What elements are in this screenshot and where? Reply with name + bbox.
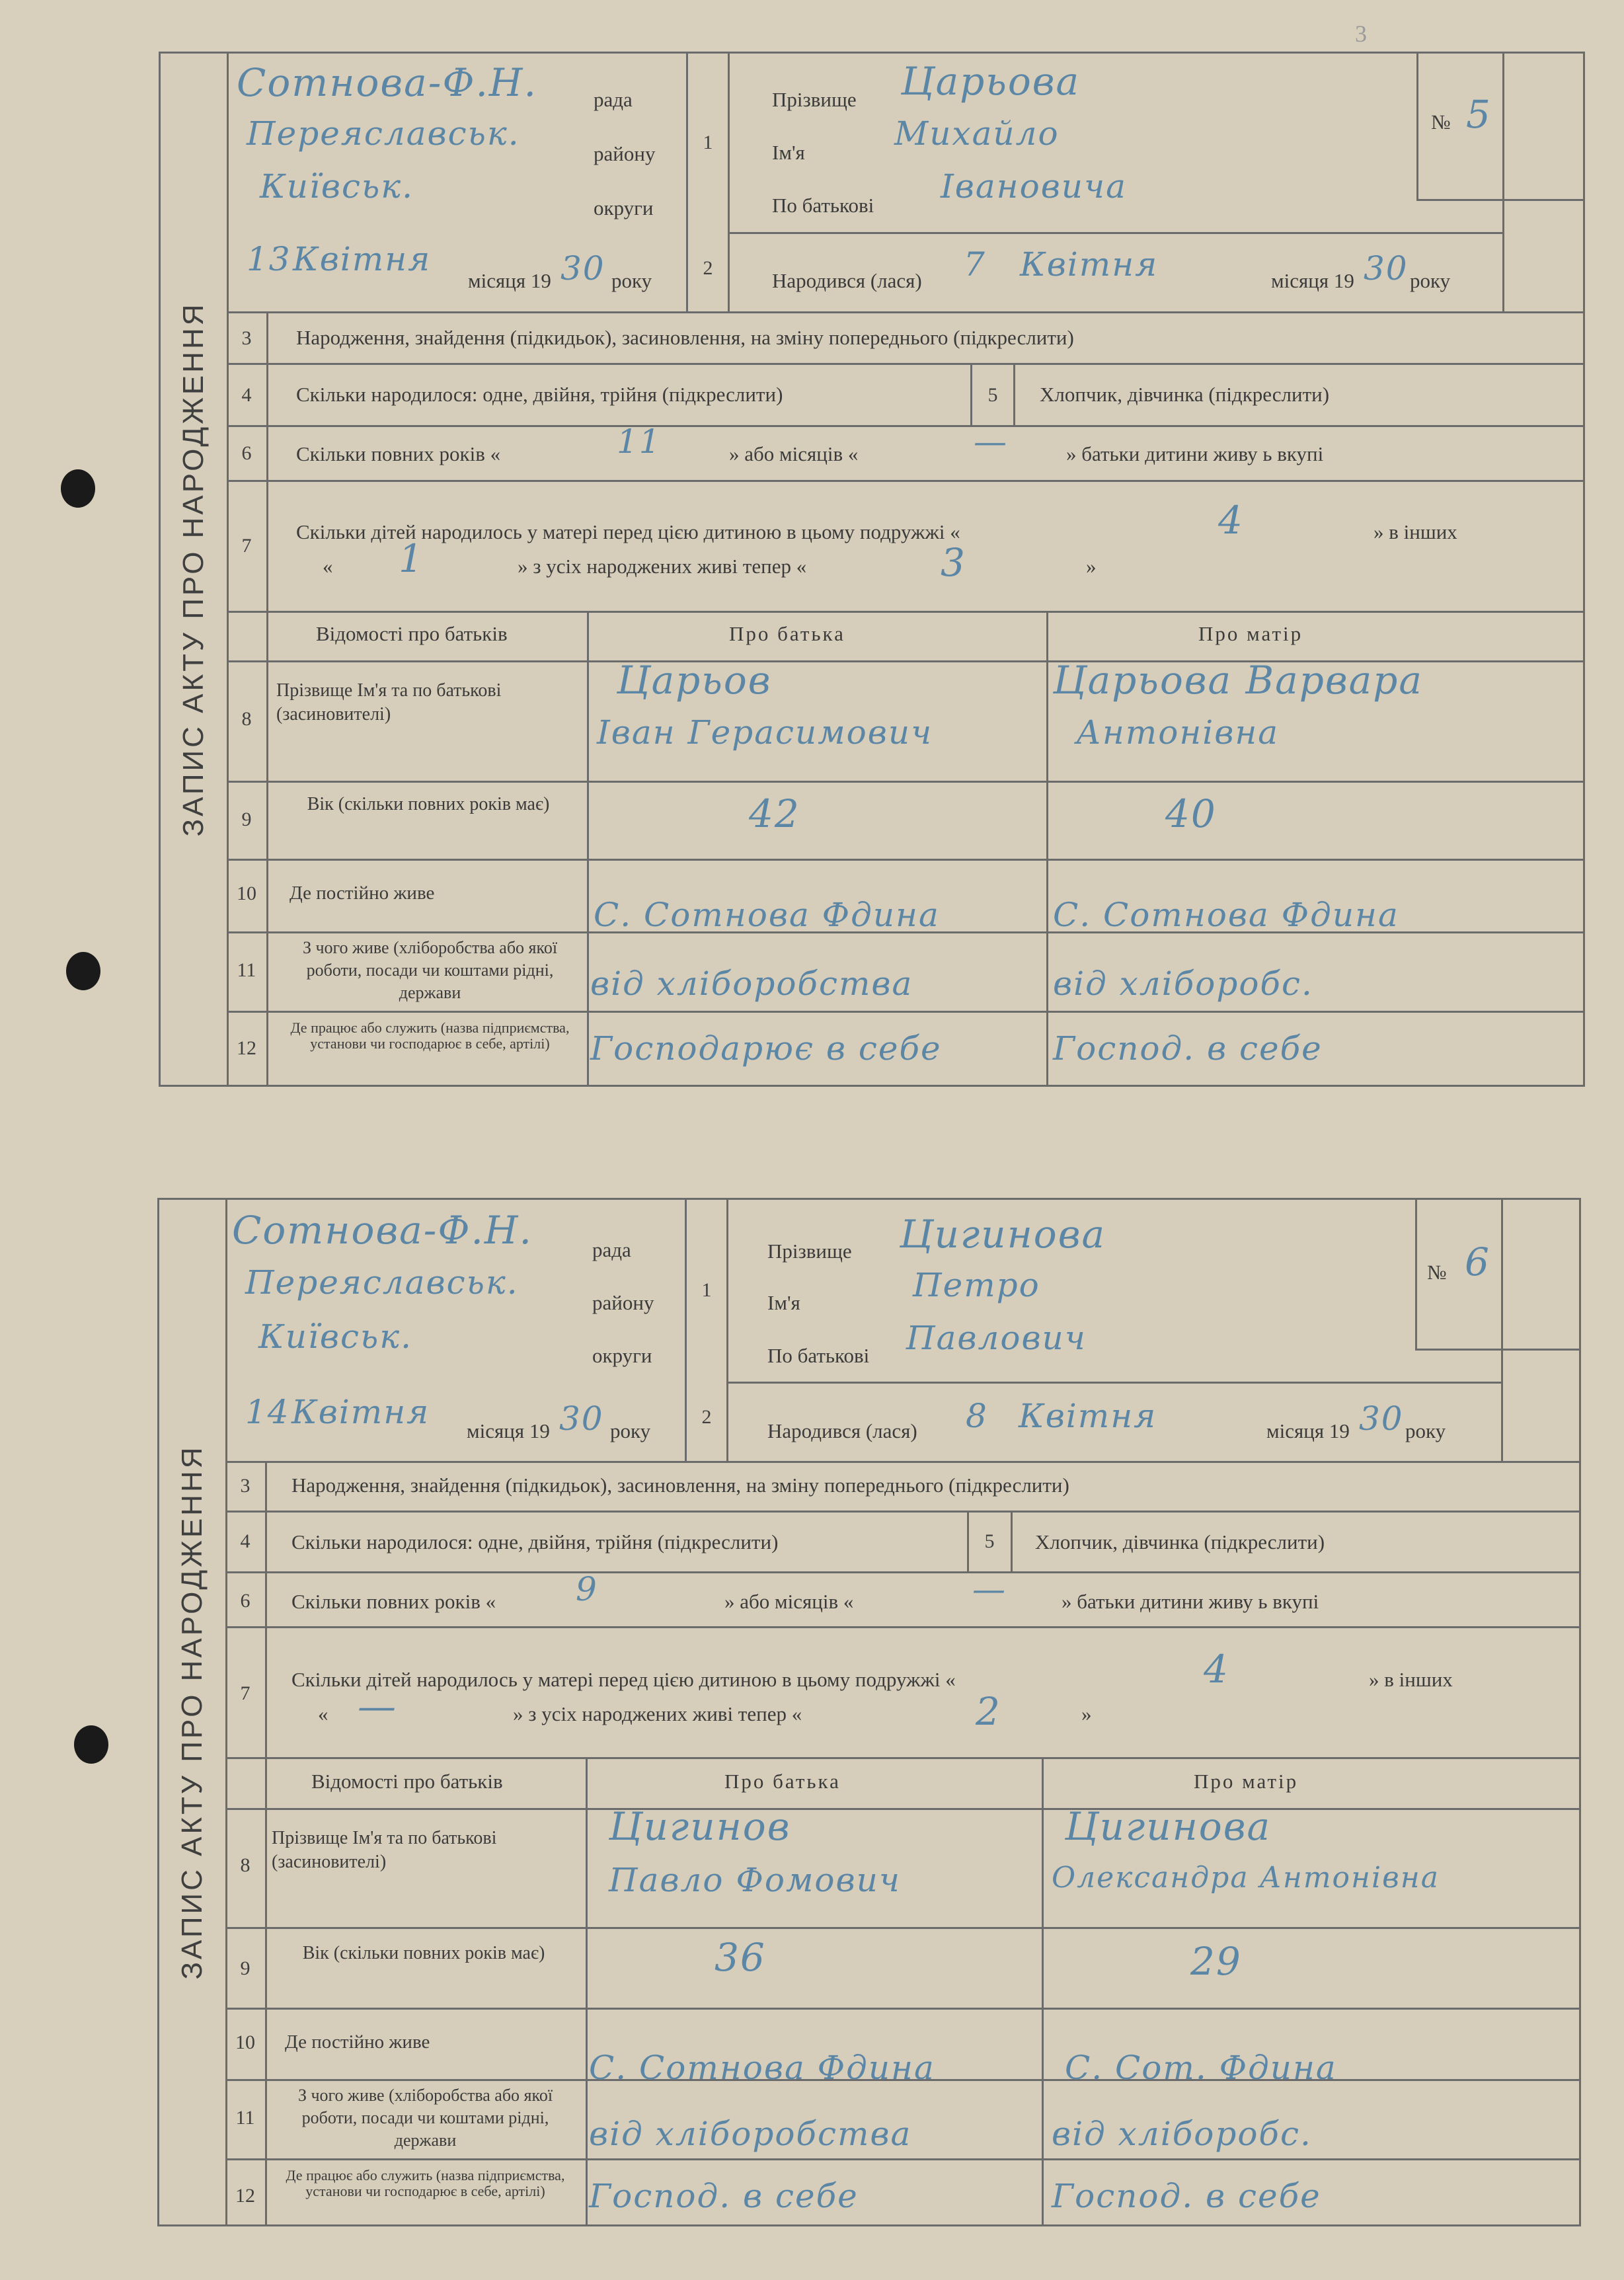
row-5-text: Хлопчик, дівчинка (підкреслити) [1040,383,1330,406]
row-10-label: Де постійно живе [290,883,435,904]
reg-year-label: року [611,269,652,292]
born-day: 7 [964,245,986,284]
father-surname: Цигинов [609,1804,791,1849]
surname-label: Прізвище [772,88,857,111]
born-label: Народився (лася) [767,1419,917,1442]
mother-surname: Царьова Варвара [1053,658,1423,703]
side-title: ЗАПИС АКТУ ПРО НАРОДЖЕННЯ [161,54,229,1085]
reg-year: 30 [561,249,605,288]
parents-header: Відомості про батьків [316,622,508,645]
father-surname: Царьов [617,658,772,703]
council-value: Сотнова-Ф.Н. [232,1208,533,1253]
name-label: Ім'я [772,141,805,164]
born-month: Квітня [1019,1397,1157,1435]
mother-name: Антонівна [1076,713,1280,752]
punch-hole [74,1725,108,1764]
district-value: Переяславськ. [247,114,520,153]
council-label: рада [592,1238,631,1261]
district-label: району [592,1291,654,1314]
side-title: ЗАПИС АКТУ ПРО НАРОДЖЕННЯ [159,1200,227,2224]
okrug-value: Київськ. [260,167,414,206]
mother-living: від хліборобс. [1053,964,1313,1003]
father-living: від хліборобства [589,2115,912,2153]
birth-record-form-1: ЗАПИС АКТУ ПРО НАРОДЖЕННЯ Сотнова-Ф.Н. рада Переяславськ. району Київськ. округи 13 Квітня місяця 19 30 року 1 2 Прізвище Царьова Ім'я Михайло По батькові Івановича № 5 Народився (лася) 7 Квітня місяця 19 30 року 3 Народження, знайдення (підкидьок), засиновлення, на зміну попереднього (підкреслити) 4 Скільки народилося: одне, двійня, трійня (підкреслити) 5 Хлопчик, дівчинка (підкреслити) 6 Скільки повних років « 11 » або місяців « — » батьки дитини живу ь вкупі 7 Скільки дітей народилось у матері перед цією дитиною в цьому подружжі « 4 » в інших « 1 » з усіх народжених живі тепер « 3 » Відомості про батьків Про батька Про матір 8 Прізвище Ім'я та по батькові (засиновителі) Царьов Іван Герасимович Царьова Варвара Антонівна 9 Вік (скільки повних років має) 42 40 10 Де постійно живе С. Сотнова Фдина С. Сотнова Фдина 11 З чого живе (хліборобства або якої роботи, посади чи коштами рідні, держави від хліборобства від хліборобс. 12 Де працює або служить (назва підприємства, установи чи господарює в себе, артілі) Господарює в себе Господ. в себе [159,52,1585,1087]
row-8-label: Прізвище Ім'я та по батькові (засиновителі) [272,1828,497,1872]
mother-work: Господ. в себе [1053,1029,1323,1068]
born-year: 30 [1359,1399,1404,1438]
mother-work: Господ. в себе [1052,2177,1321,2215]
punch-hole [66,952,100,990]
name-value: Петро [913,1266,1040,1304]
mother-residence: С. Сот. Фдина [1065,2049,1337,2087]
father-name: Іван Герасимович [597,713,933,752]
record-number: 6 [1465,1239,1490,1284]
number-label: № [1431,110,1451,134]
mother-residence: С. Сотнова Фдина [1053,896,1399,934]
father-work: Господарює в себе [590,1029,942,1068]
mother-surname: Цигинова [1065,1804,1272,1849]
patronymic-label: По батькові [767,1344,870,1367]
mother-age: 40 [1165,791,1217,836]
patronymic-value: Івановича [941,167,1127,206]
row-11-label: З чого живе (хліборобства або якої роботи, посади чи коштами рідні, держави [297,2086,553,2150]
children-this-marriage: 4 [1204,1647,1229,1692]
number-label: № [1427,1261,1447,1284]
patronymic-value: Павлович [906,1319,1087,1357]
reg-year-label: року [610,1419,651,1442]
row-11-label: З чого живе (хліборобства або якої роботи, посади чи коштами рідні, держави [302,938,558,1002]
reg-day: 13 [247,240,291,278]
council-label: рада [594,88,633,111]
okrug-label: округи [594,196,654,219]
punch-hole [61,469,95,508]
mother-name: Олександра Антонівна [1052,1861,1440,1895]
born-day: 8 [966,1397,988,1435]
mother-header: Про матір [1194,1770,1299,1793]
mother-age: 29 [1190,1939,1242,1984]
years-together: 11 [617,422,662,461]
row-9-label: Вік (скільки повних років має) [307,794,550,814]
father-header: Про батька [724,1770,841,1793]
name-label: Ім'я [767,1291,800,1314]
row-3-text: Народження, знайдення (підкидьок), засиновлення, на зміну попереднього (підкреслити) [291,1474,1069,1497]
surname-value: Царьова [901,59,1081,104]
born-month: Квітня [1020,245,1159,284]
row-4-text: Скільки народилося: одне, двійня, трійня (підкреслити) [296,383,783,406]
name-value: Михайло [894,114,1060,153]
row-3-text: Народження, знайдення (підкидьок), засиновлення, на зміну попереднього (підкреслити) [296,326,1074,349]
council-value: Сотнова-Ф.Н. [237,60,537,105]
row-9-label: Вік (скільки повних років має) [302,1943,545,1963]
years-together: 9 [576,1570,598,1608]
birth-record-form-2: ЗАПИС АКТУ ПРО НАРОДЖЕННЯ Сотнова-Ф.Н. рада Переяславськ. району Київськ. округи 14 Квітня місяця 19 30 року 1 2 Прізвище Цигинова Ім'я Петро По батькові Павлович № 6 Народився (лася) 8 Квітня місяця 19 30 року 3 Народження, знайдення (підкидьок), засиновлення, на зміну попереднього (підкреслити) 4 Скільки народилося: одне, двійня, трійня (підкреслити) 5 Хлопчик, дівчинка (підкреслити) 6 Скільки повних років « 9 » або місяців « — » батьки дитини живу ь вкупі 7 Скільки дітей народилось у матері перед цією дитиною в цьому подружжі « 4 » в інших « — » з усіх народжених живі тепер « 2 » Відомості про батьків Про батька Про матір 8 Прізвище Ім'я та по батькові (засиновителі) Цигинов Павло Фомович Цигинова Олександра Антонівна 9 Вік (скільки повних років має) 36 29 10 Де постійно живе С. Сотнова Фдина С. Сот. Фдина 11 З чого живе (хліборобства або якої роботи, посади чи коштами рідні, держави від хліборобства від хліборобс. 12 Де працює або служить (назва підприємства, установи чи господарює в себе, артілі) Господ. в себе Господ. в себе [157,1198,1581,2226]
district-value: Переяславськ. [245,1263,519,1302]
district-label: району [594,142,656,165]
okrug-value: Київськ. [258,1317,412,1356]
patronymic-label: По батькові [772,194,874,217]
reg-day: 14 [245,1393,290,1431]
mother-header: Про матір [1198,622,1303,645]
father-residence: С. Сотнова Фдина [589,2049,935,2087]
row-12-label: Де працює або служить (назва підприємства, установи чи господарює в себе, артілі) [290,1019,570,1052]
father-name: Павло Фомович [609,1861,901,1899]
mother-living: від хліборобс. [1052,2115,1312,2153]
father-work: Господ. в себе [589,2177,859,2215]
children-other: — [358,1684,397,1729]
months-together: — [972,1570,1007,1608]
row-12-label: Де працює або служить (назва підприємства, установи чи господарює в себе, артілі) [286,2167,565,2199]
surname-value: Цигинова [900,1212,1106,1257]
father-age: 36 [715,1935,766,1980]
parents-header: Відомості про батьків [311,1770,503,1793]
born-label: Народився (лася) [772,269,922,292]
okrug-label: округи [592,1344,652,1367]
father-residence: С. Сотнова Фдина [594,896,940,934]
children-alive: 3 [941,540,966,585]
children-alive: 2 [976,1689,1001,1734]
row-8-label: Прізвище Ім'я та по батькові (засиновителі) [276,680,502,725]
father-header: Про батька [729,622,845,645]
children-this-marriage: 4 [1218,498,1244,543]
row-10-label: Де постійно живе [285,2031,430,2053]
row-4-text: Скільки народилося: одне, двійня, трійня (підкреслити) [291,1530,779,1553]
row-5-text: Хлопчик, дівчинка (підкреслити) [1035,1530,1325,1553]
reg-month-label: місяця 19 [468,269,551,292]
months-together: — [974,422,1008,461]
father-age: 42 [749,791,800,836]
surname-label: Прізвище [767,1239,852,1263]
reg-year: 30 [559,1399,604,1438]
children-other: 1 [399,536,424,581]
reg-month: Квітня [293,240,432,278]
reg-month: Квітня [291,1393,430,1431]
reg-month-label: місяця 19 [467,1419,550,1442]
born-year: 30 [1364,249,1409,288]
record-number: 5 [1466,92,1492,137]
page-mark: 3 [1355,20,1367,47]
father-living: від хліборобства [590,964,913,1003]
